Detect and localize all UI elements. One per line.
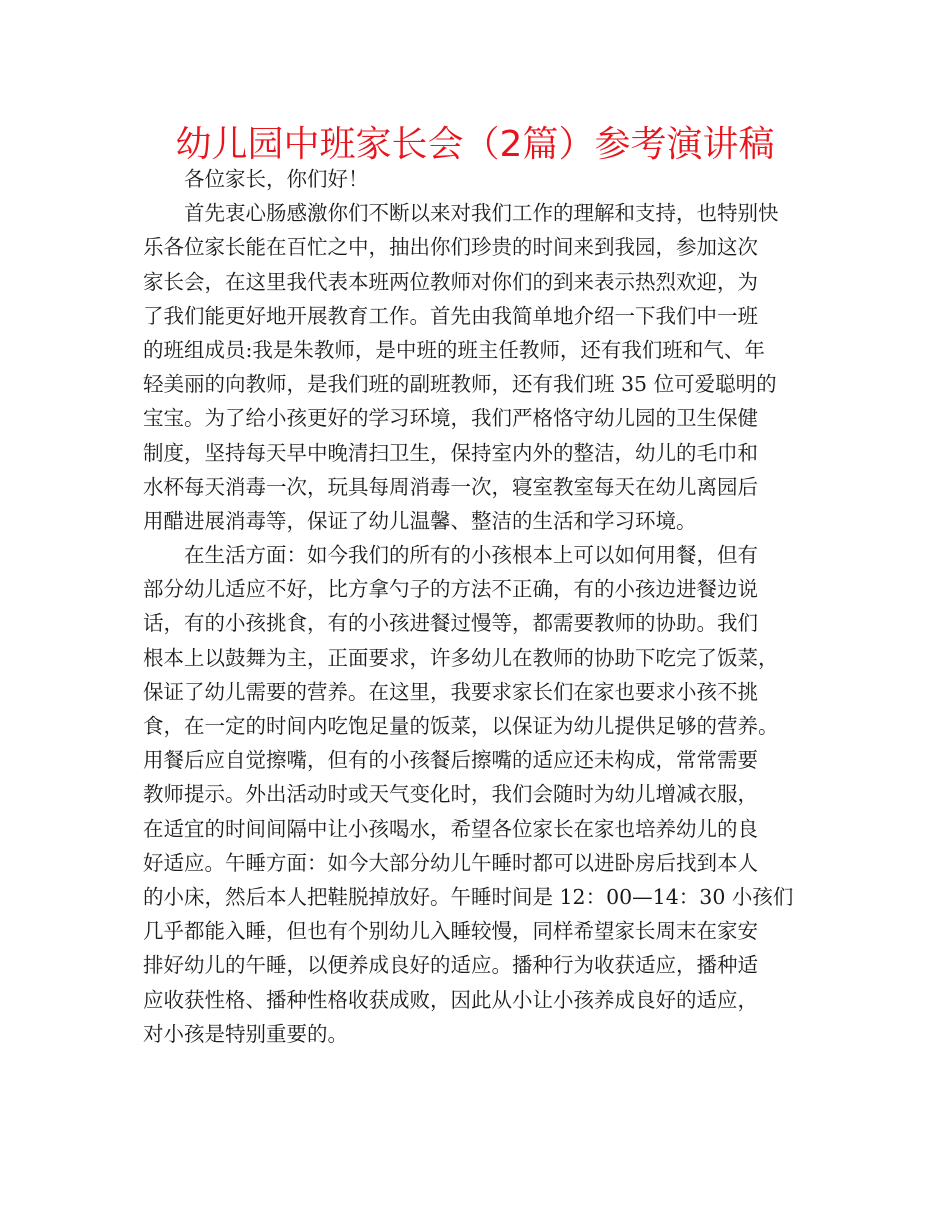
paragraph-line: 部分幼儿适应不好，比方拿勺子的方法不正确，有的小孩边进餐边说	[143, 577, 758, 602]
paragraph-line: 的班组成员:我是朱教师，是中班的班主任教师，还有我们班和气、年	[143, 337, 765, 362]
paragraph-line: 宝宝。为了给小孩更好的学习环境，我们严格恪守幼儿园的卫生保健	[143, 406, 758, 431]
greeting-line: 各位家长，你们好！	[184, 167, 369, 191]
paragraph-line: 用餐后应自觉擦嘴，但有的小孩餐后擦嘴的适应还未构成，常常需要	[143, 748, 758, 773]
paragraph-line: 保证了幼儿需要的营养。在这里，我要求家长们在家也要求小孩不挑	[143, 679, 758, 704]
paragraph-line: 的小床，然后本人把鞋脱掉放好。午睡时间是 12：00—14：30 小孩们	[143, 884, 794, 909]
paragraph-line: 根本上以鼓舞为主，正面要求，许多幼儿在教师的协助下吃完了饭菜，	[143, 645, 779, 670]
paragraph-line: 好适应。午睡方面：如今大部分幼儿午睡时都可以进卧房后找到本人	[143, 850, 758, 875]
document-title: 幼儿园中班家长会（2篇）参考演讲稿	[175, 124, 775, 165]
paragraph-line: 几乎都能入睡，但也有个别幼儿入睡较慢，同样希望家长周末在家安	[143, 919, 758, 944]
paragraph-line: 用醋进展消毒等，保证了幼儿温馨、整洁的生活和学习环境。	[143, 508, 697, 533]
paragraph-line: 食，在一定的时间内吃饱足量的饭菜，以保证为幼儿提供足够的营养。	[143, 714, 779, 738]
paragraph-line: 首先衷心肠感激你们不断以来对我们工作的理解和支持，也特别快	[184, 201, 779, 226]
paragraph-line: 话，有的小孩挑食，有的小孩进餐过慢等，都需要教师的协助。我们	[143, 611, 758, 636]
paragraph-line: 了我们能更好地开展教育工作。首先由我简单地介绍一下我们中一班	[143, 303, 758, 328]
paragraph-line: 对小孩是特别重要的。	[143, 1021, 348, 1046]
paragraph-line: 制度，坚持每天早中晚清扫卫生，保持室内外的整洁，幼儿的毛巾和	[143, 440, 758, 465]
paragraph-line: 水杯每天消毒一次，玩具每周消毒一次，寝室教室每天在幼儿离园后	[143, 474, 758, 499]
paragraph-line: 在适宜的时间间隔中让小孩喝水，希望各位家长在家也培养幼儿的良	[143, 816, 758, 841]
paragraph-line: 教师提示。外出活动时或天气变化时，我们会随时为幼儿增减衣服，	[143, 782, 758, 807]
paragraph-line: 应收获性格、播种性格收获成败，因此从小让小孩养成良好的适应，	[143, 987, 758, 1012]
paragraph-line: 轻美丽的向教师，是我们班的副班教师，还有我们班 35 位可爱聪明的	[143, 372, 777, 397]
paragraph-line: 乐各位家长能在百忙之中，抽出你们珍贵的时间来到我园，参加这次	[143, 235, 758, 260]
paragraph-line: 排好幼儿的午睡，以便养成良好的适应。播种行为收获适应，播种适	[143, 953, 758, 978]
paragraph-line: 家长会，在这里我代表本班两位教师对你们的到来表示热烈欢迎，为	[143, 269, 758, 294]
document-body	[143, 162, 815, 1051]
paragraph-line: 在生活方面：如今我们的所有的小孩根本上可以如何用餐，但有	[184, 543, 758, 568]
